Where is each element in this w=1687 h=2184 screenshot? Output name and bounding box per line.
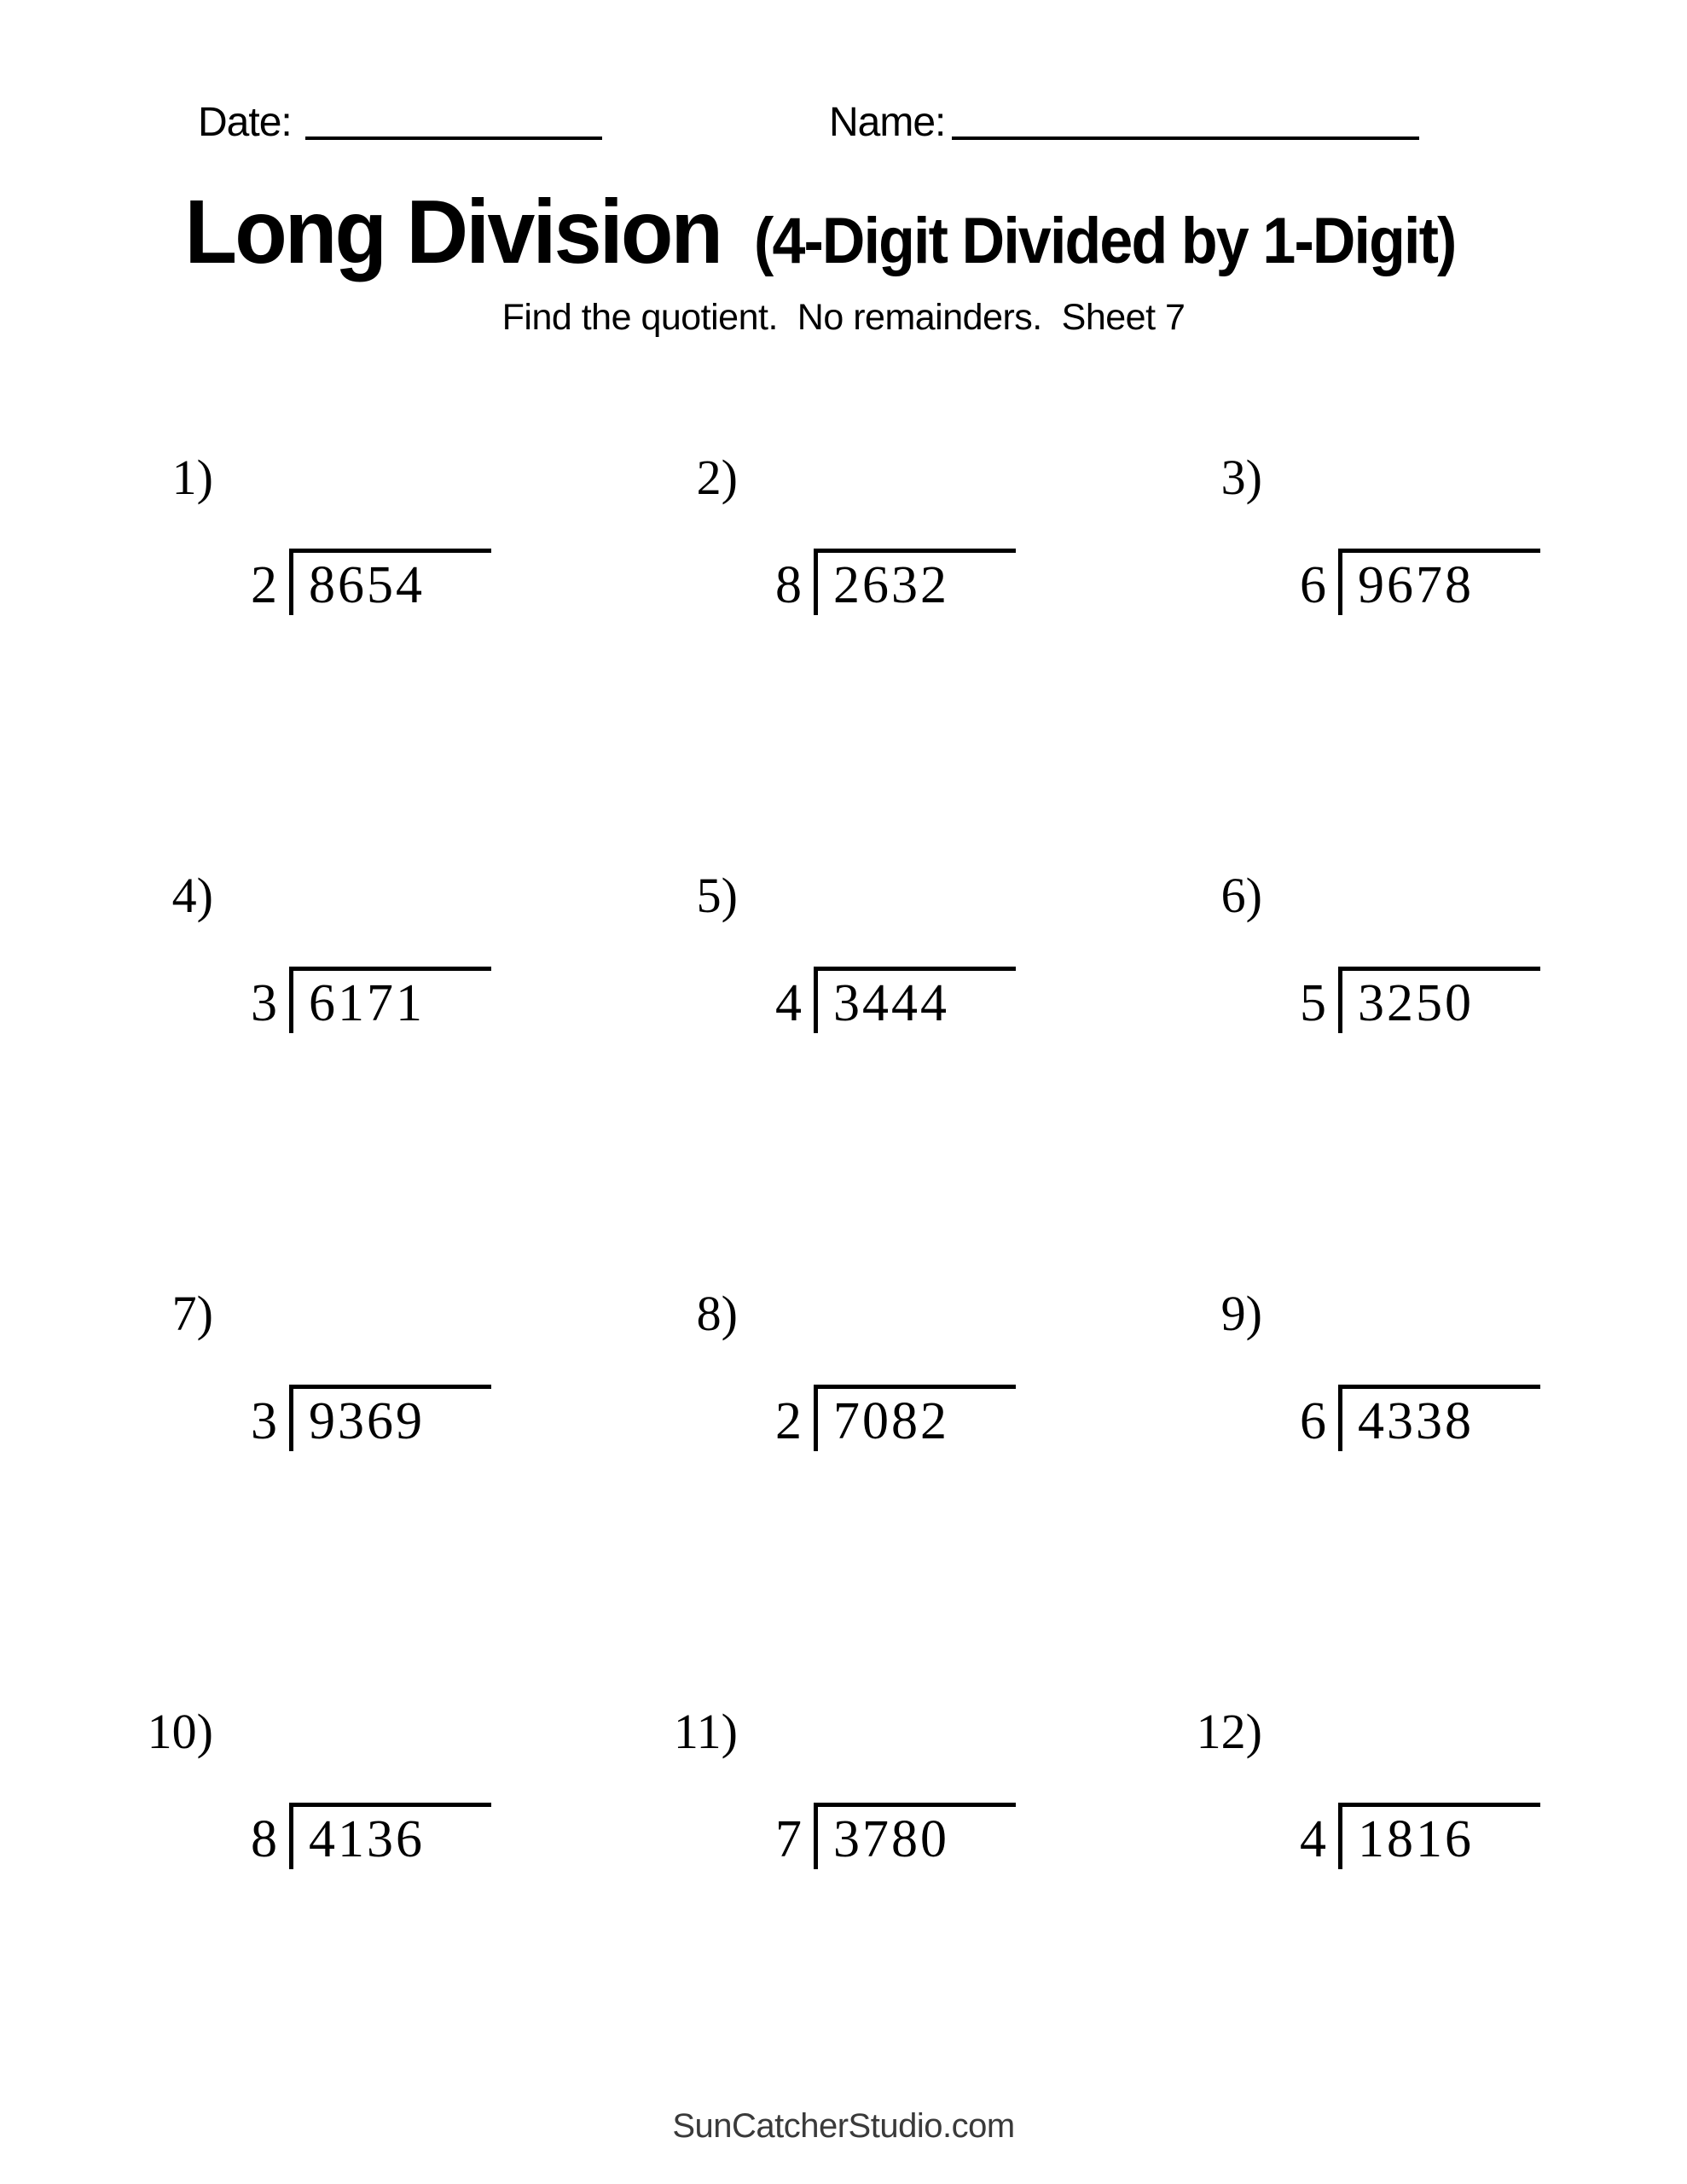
division-expression — [775, 1385, 1016, 1451]
date-field — [198, 99, 602, 146]
problem-11 — [627, 1681, 1151, 2099]
problem-number: 9) — [1220, 1286, 1262, 1341]
title-main: Long Division — [184, 182, 722, 282]
division-expression — [775, 967, 1016, 1033]
divisor: 3 — [251, 1392, 277, 1450]
divisor: 8 — [775, 556, 802, 614]
problem-5 — [627, 845, 1151, 1263]
page-title — [0, 181, 1687, 284]
name-field — [829, 99, 1419, 146]
problem-9 — [1151, 1263, 1676, 1681]
dividend-under-bracket: 7082 — [814, 1385, 1016, 1451]
dividend-under-bracket: 9678 — [1338, 549, 1540, 615]
dividend-under-bracket: 3444 — [814, 967, 1016, 1033]
dividend-under-bracket: 3250 — [1338, 967, 1540, 1033]
division-expression — [251, 1803, 491, 1869]
divisor: 6 — [1300, 556, 1326, 614]
instructions: Find the quotient. No remainders. Sheet 7 — [501, 297, 1186, 338]
problem-number: 4) — [171, 868, 213, 923]
problem-number: 6) — [1220, 868, 1262, 923]
problem-number: 2) — [696, 450, 738, 505]
division-expression — [1300, 967, 1540, 1033]
name-label: Name: — [829, 100, 946, 145]
division-expression — [1300, 1385, 1540, 1451]
name-write-line — [952, 136, 1419, 140]
division-expression — [775, 1803, 1016, 1869]
divisor: 6 — [1300, 1392, 1326, 1450]
divisor: 2 — [251, 556, 277, 614]
problem-12 — [1151, 1681, 1676, 2099]
problem-number: 12) — [1196, 1704, 1262, 1759]
problem-number: 3) — [1220, 450, 1262, 505]
divisor: 5 — [1300, 974, 1326, 1032]
division-expression — [1300, 549, 1540, 615]
division-expression — [251, 967, 491, 1033]
problem-number: 8) — [696, 1286, 738, 1341]
title-qualifier: (4-Digit Divided by 1-Digit) — [753, 205, 1456, 277]
divisor: 3 — [251, 974, 277, 1032]
dividend-under-bracket: 9369 — [289, 1385, 491, 1451]
division-expression — [1300, 1803, 1540, 1869]
divisor: 4 — [775, 974, 802, 1032]
dividend-under-bracket: 4338 — [1338, 1385, 1540, 1451]
dividend-under-bracket: 4136 — [289, 1803, 491, 1869]
division-expression — [775, 549, 1016, 615]
divisor: 8 — [251, 1810, 277, 1868]
problem-8 — [627, 1263, 1151, 1681]
problem-4 — [102, 845, 627, 1263]
problem-6 — [1151, 845, 1676, 1263]
divisor: 2 — [775, 1392, 802, 1450]
dividend-under-bracket: 1816 — [1338, 1803, 1540, 1869]
problem-number: 10) — [147, 1704, 213, 1759]
date-write-line — [305, 136, 602, 140]
problem-number: 1) — [171, 450, 213, 505]
divisor: 7 — [775, 1810, 802, 1868]
dividend-under-bracket: 2632 — [814, 549, 1016, 615]
dividend-under-bracket: 6171 — [289, 967, 491, 1033]
date-label: Date: — [198, 100, 292, 145]
problems-grid — [102, 427, 1676, 2099]
dividend-under-bracket: 8654 — [289, 549, 491, 615]
division-expression — [251, 549, 491, 615]
divisor: 4 — [1300, 1810, 1326, 1868]
footer-website: SunCatcherStudio.com — [672, 2107, 1015, 2145]
dividend-under-bracket: 3780 — [814, 1803, 1016, 1869]
division-expression — [251, 1385, 491, 1451]
problem-3 — [1151, 427, 1676, 845]
problem-number: 5) — [696, 868, 738, 923]
problem-number: 11) — [673, 1704, 738, 1759]
problem-number: 7) — [171, 1286, 213, 1341]
problem-1 — [102, 427, 627, 845]
problem-2 — [627, 427, 1151, 845]
problem-7 — [102, 1263, 627, 1681]
problem-10 — [102, 1681, 627, 2099]
